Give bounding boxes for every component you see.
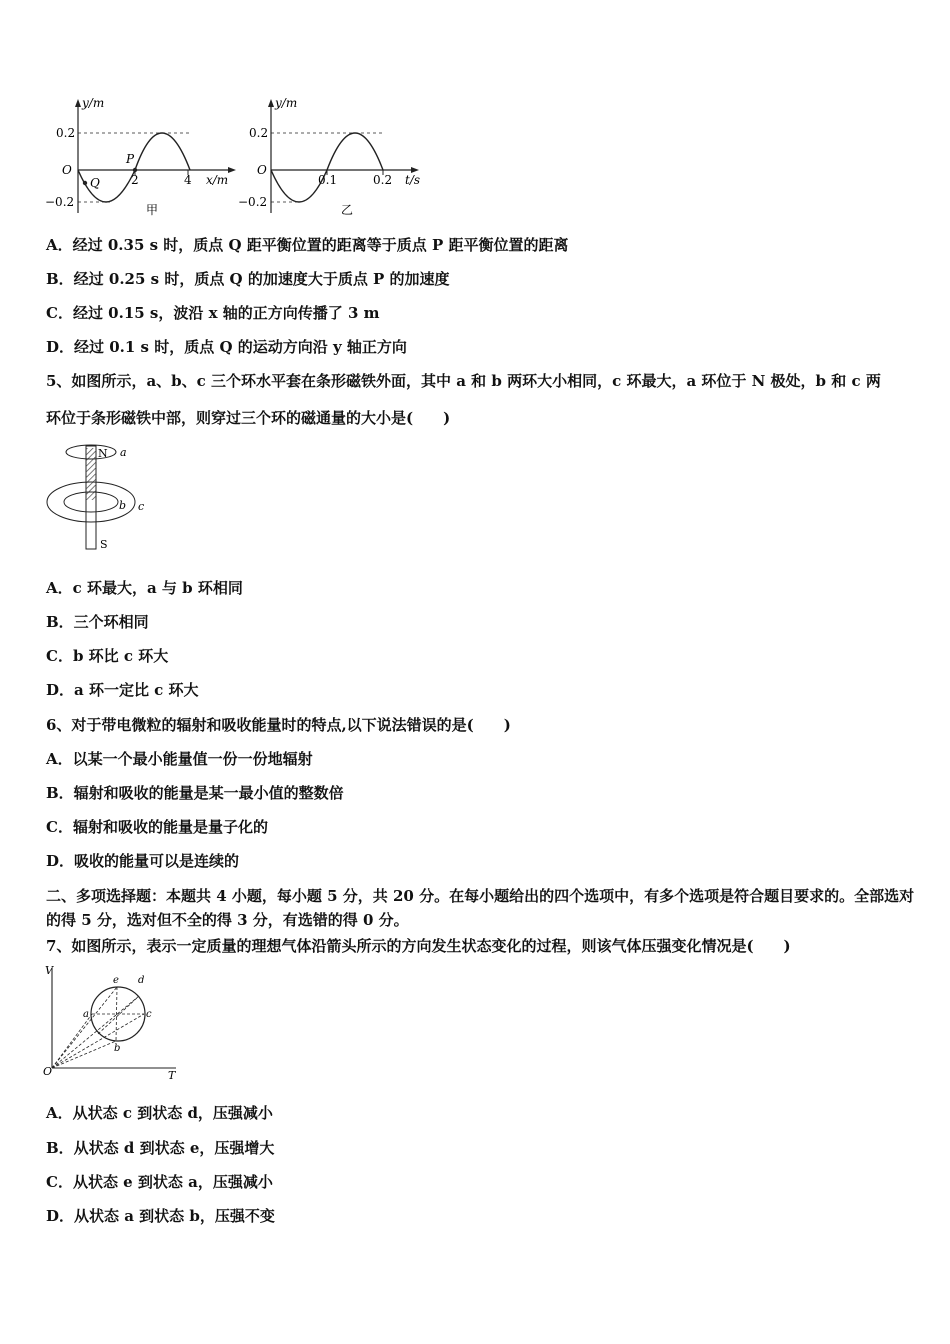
q7-option-a: A．从状态 c 到状态 d，压强减小 bbox=[46, 1104, 273, 1122]
q4-option-b: B．经过 0.25 s 时，质点 Q 的加速度大于质点 P 的加速度 bbox=[46, 270, 450, 288]
jia-x-label: x/m bbox=[206, 173, 229, 187]
q5-option-d: D．a 环一定比 c 环大 bbox=[46, 681, 199, 699]
section-2-instructions: 二、多项选择题：本题共 4 小题，每小题 5 分，共 20 分。在每小题给出的四个选项中，有多个选项是符合题目要求的。全部选对的得 5 分，选对但不全的得 3 分，有选错的得 0 分。 bbox=[46, 887, 915, 929]
q7-option-d: D．从状态 a 到状态 b，压强不变 bbox=[46, 1207, 275, 1225]
jia-point-q: Q bbox=[90, 176, 100, 190]
q7-option-c: C．从状态 e 到状态 a，压强减小 bbox=[46, 1173, 273, 1191]
state-b-label: b bbox=[114, 1043, 121, 1054]
yi-caption: 乙 bbox=[341, 203, 354, 217]
magnet-north: N bbox=[98, 447, 108, 460]
axis-t-label: T bbox=[168, 1069, 176, 1082]
jia-tick-neg: −0.2 bbox=[45, 195, 75, 209]
magnet-south: S bbox=[100, 538, 108, 551]
yi-t-tick-2: 0.2 bbox=[373, 173, 393, 187]
state-d-label: d bbox=[138, 975, 145, 986]
jia-y-label: y/m bbox=[82, 96, 105, 110]
ring-c-label: c bbox=[138, 500, 145, 513]
vibration-graph-yi bbox=[235, 95, 435, 225]
yi-t-tick-1: 0.1 bbox=[318, 173, 338, 187]
yi-tick-neg: −0.2 bbox=[238, 195, 268, 209]
jia-x-tick-4: 4 bbox=[184, 173, 192, 187]
state-c-label: c bbox=[146, 1009, 152, 1020]
state-e-label: e bbox=[113, 975, 119, 986]
q6-option-d: D．吸收的能量可以是连续的 bbox=[46, 852, 240, 870]
jia-x-tick-2: 2 bbox=[131, 173, 139, 187]
yi-tick-pos: 0.2 bbox=[249, 126, 269, 140]
q6-option-b: B．辐射和吸收的能量是某一最小值的整数倍 bbox=[46, 784, 344, 802]
jia-point-p: P bbox=[126, 152, 135, 166]
origin-label: O bbox=[43, 1065, 53, 1078]
jia-caption: 甲 bbox=[146, 203, 159, 217]
q5-stem-line1: 5、如图所示，a、b、c 三个环水平套在条形磁铁外面，其中 a 和 b 两环大小相同，c 环最大，a 环位于 N 极处，b 和 c 两 bbox=[46, 372, 881, 390]
q6-option-c: C．辐射和吸收的能量是量子化的 bbox=[46, 818, 268, 836]
axis-v-label: V bbox=[45, 964, 53, 977]
jia-tick-pos: 0.2 bbox=[56, 126, 76, 140]
q4-option-c: C．经过 0.15 s，波沿 x 轴的正方向传播了 3 m bbox=[46, 304, 380, 322]
ring-b-label: b bbox=[119, 499, 127, 512]
q5-option-b: B．三个环相同 bbox=[46, 613, 149, 631]
q4-option-d: D．经过 0.1 s 时，质点 Q 的运动方向沿 y 轴正方向 bbox=[46, 338, 407, 356]
jia-origin: O bbox=[62, 163, 72, 177]
q5-stem-line2: 环位于条形磁铁中部，则穿过三个环的磁通量的大小是( ) bbox=[46, 409, 451, 427]
yi-y-label: y/m bbox=[275, 96, 298, 110]
q5-option-a: A．c 环最大，a 与 b 环相同 bbox=[46, 579, 243, 597]
q6-option-a: A．以某一个最小能量值一份一份地辐射 bbox=[46, 750, 313, 768]
yi-origin: O bbox=[257, 163, 267, 177]
wave-graph-jia bbox=[40, 95, 240, 225]
v-t-cycle-figure bbox=[40, 962, 190, 1082]
q4-option-a: A．经过 0.35 s 时，质点 Q 距平衡位置的距离等于质点 P 距平衡位置的距离 bbox=[46, 236, 569, 254]
q7-stem: 7、如图所示，表示一定质量的理想气体沿箭头所示的方向发生状态变化的过程，则该气体压强变化情况是( ) bbox=[46, 937, 791, 955]
q7-option-b: B．从状态 d 到状态 e，压强增大 bbox=[46, 1139, 275, 1157]
magnet-rings-figure bbox=[44, 440, 164, 555]
yi-x-label: t/s bbox=[405, 173, 421, 187]
q6-stem: 6、对于带电微粒的辐射和吸收能量时的特点,以下说法错误的是( ) bbox=[46, 716, 511, 734]
state-a-label: a bbox=[83, 1009, 89, 1020]
ring-a-label: a bbox=[120, 446, 127, 459]
q5-option-c: C．b 环比 c 环大 bbox=[46, 647, 169, 665]
